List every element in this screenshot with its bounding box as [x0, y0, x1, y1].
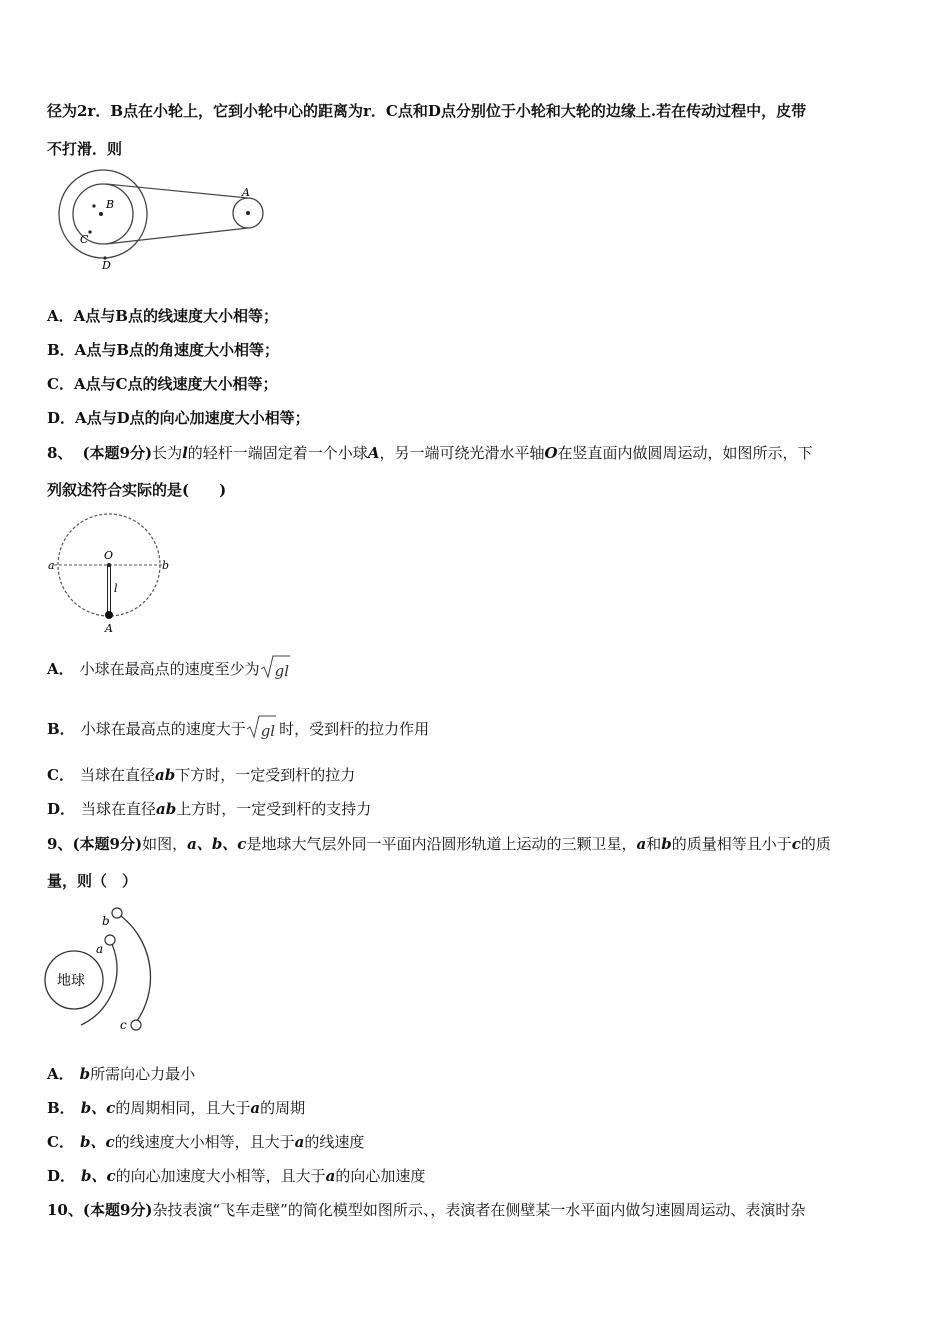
q9-optC-vars: b、c — [79, 1133, 115, 1151]
q9-optD-text1: 的向心加速度大小相等，且大于 — [115, 1167, 326, 1185]
q8-rod-figure — [44, 512, 174, 637]
q7-option-a: A．A点与B点的线速度大小相等； — [47, 307, 278, 325]
q7-label-A: A — [242, 186, 250, 199]
q7-label-D: D — [102, 259, 111, 272]
q8-optC-b: 下方时，一定受到杆的拉力 — [175, 766, 356, 784]
q8-optC-a: 当球在直径 — [79, 766, 155, 784]
q7-option-c: C．A点与C点的线速度大小相等； — [47, 375, 278, 393]
q9-var-b: b — [661, 835, 672, 853]
q9-optB-var2: a — [250, 1099, 261, 1117]
q8-stem-b: 的轻杆一端固定着一个小球 — [187, 444, 368, 462]
q8-optD-prefix: D． — [47, 800, 76, 818]
q8-stem-d: 在竖直面内做圆周运动，如图所示，下 — [557, 444, 813, 462]
q8-label-b: b — [162, 559, 170, 572]
q8-stem-line2: 列叙述符合实际的是( ) — [47, 481, 227, 499]
q8-optA-prefix: A． — [47, 660, 74, 678]
q9-optA-text: 所需向心力最小 — [90, 1065, 196, 1083]
q10-number: 10、 — [47, 1201, 83, 1219]
q9-stem-line1 — [47, 834, 831, 854]
q8-option-b — [47, 719, 429, 741]
q9-optB-text2: 的周期 — [260, 1099, 306, 1117]
q9-option-c — [47, 1132, 364, 1152]
q8-stem-c: ，另一端可绕光滑水平轴 — [379, 444, 545, 462]
q9-optD-text2: 的向心加速度 — [335, 1167, 426, 1185]
q8-optB-tail: 时，受到杆的拉力作用 — [279, 720, 430, 738]
q8-optC-prefix: C． — [47, 766, 74, 784]
q9-optB-vars: b、c — [80, 1099, 116, 1117]
q8-label-A: A — [105, 622, 113, 635]
q7-stem-line1: 径为2r．B点在小轮上，它到小轮中心的距离为r．C点和D点分别位于小轮和大轮的边缘上.若在传动过程中，皮带 — [47, 102, 807, 120]
q8-label-a: a — [48, 559, 55, 572]
q9-var-a: a — [636, 835, 647, 853]
q9-number: 9、 — [47, 835, 73, 853]
q9-optD-prefix: D． — [47, 1167, 76, 1185]
q9-stem-a: 如图， — [142, 835, 188, 853]
q9-optB-prefix: B． — [47, 1099, 75, 1117]
q8-var-l: l — [182, 444, 188, 462]
q9-label-earth: 地球 — [57, 973, 85, 989]
q10-stem-line1 — [47, 1200, 805, 1220]
q9-score: (本题9分) — [72, 835, 143, 853]
q7-option-b: B．A点与B点的角速度大小相等； — [47, 341, 279, 359]
q9-optD-vars: b、c — [81, 1167, 116, 1185]
q9-option-d — [47, 1166, 425, 1186]
q9-optA-prefix: A． — [47, 1065, 74, 1083]
q9-optC-var2: a — [294, 1133, 305, 1151]
q9-optB-text1: 的周期相同，且大于 — [115, 1099, 251, 1117]
q8-optC-var: ab — [154, 766, 176, 784]
q9-stem-b: 是地球大气层外同一平面内沿圆形轨道上运动的三颗卫星， — [246, 835, 637, 853]
q9-orbit-figure — [44, 905, 174, 1040]
q7-pulley-figure — [50, 170, 270, 270]
q9-option-a — [47, 1064, 195, 1084]
q8-label-l: l — [114, 582, 118, 595]
q9-optC-prefix: C． — [47, 1133, 74, 1151]
q8-score: (本题9分) — [82, 444, 153, 462]
q8-label-O: O — [104, 549, 114, 562]
q9-label-b: b — [102, 914, 110, 928]
q10-score: (本题9分) — [82, 1201, 153, 1219]
q8-optA-text: 小球在最高点的速度至少为 — [79, 660, 260, 678]
q7-label-B: B — [106, 198, 115, 211]
q9-option-b — [47, 1098, 305, 1118]
q8-stem-a: 长为 — [152, 444, 183, 462]
q9-optC-text1: 的线速度大小相等，且大于 — [114, 1133, 295, 1151]
q9-stem-c: 和 — [646, 835, 662, 853]
sqrt-gl-expression: gl — [246, 721, 275, 741]
q8-option-a — [47, 659, 289, 681]
q10-stem: 杂技表演“飞车走壁”的简化模型如图所示、，表演者在侧壁某一水平面内做匀速圆周运动、表演时杂 — [152, 1201, 806, 1219]
q9-vars-abc: a、b、c — [187, 835, 247, 853]
q8-optD-b: 上方时，一定受到杆的支持力 — [176, 800, 372, 818]
sqrt-gl-expression: gl — [260, 661, 289, 681]
q9-var-c: c — [791, 835, 801, 853]
q9-optC-text2: 的线速度 — [304, 1133, 365, 1151]
q8-optD-a: 当球在直径 — [81, 800, 157, 818]
q8-stem-line1 — [47, 443, 813, 463]
q7-stem-line2: 不打滑．则 — [47, 140, 123, 158]
q8-number: 8、 — [47, 444, 73, 462]
q8-option-d — [47, 799, 371, 819]
q9-stem-line2: 量，则（ ） — [47, 872, 138, 890]
q9-optA-var: b — [79, 1065, 91, 1083]
q8-var-A: A — [367, 444, 380, 462]
q8-option-c — [47, 765, 355, 785]
q9-label-c: c — [120, 1018, 127, 1032]
q8-var-O: O — [544, 444, 558, 462]
q9-stem-d: 的质量相等且小于 — [671, 835, 792, 853]
q9-label-a: a — [96, 942, 104, 956]
q8-optD-var: ab — [156, 800, 177, 818]
q7-label-C: C — [80, 233, 89, 246]
q9-stem-e: 的质 — [800, 835, 831, 853]
q9-optD-var2: a — [325, 1167, 336, 1185]
q8-optB-prefix: B． — [47, 720, 75, 738]
q8-optB-text: 小球在最高点的速度大于 — [80, 720, 246, 738]
q7-option-d: D．A点与D点的向心加速度大小相等； — [47, 409, 310, 427]
